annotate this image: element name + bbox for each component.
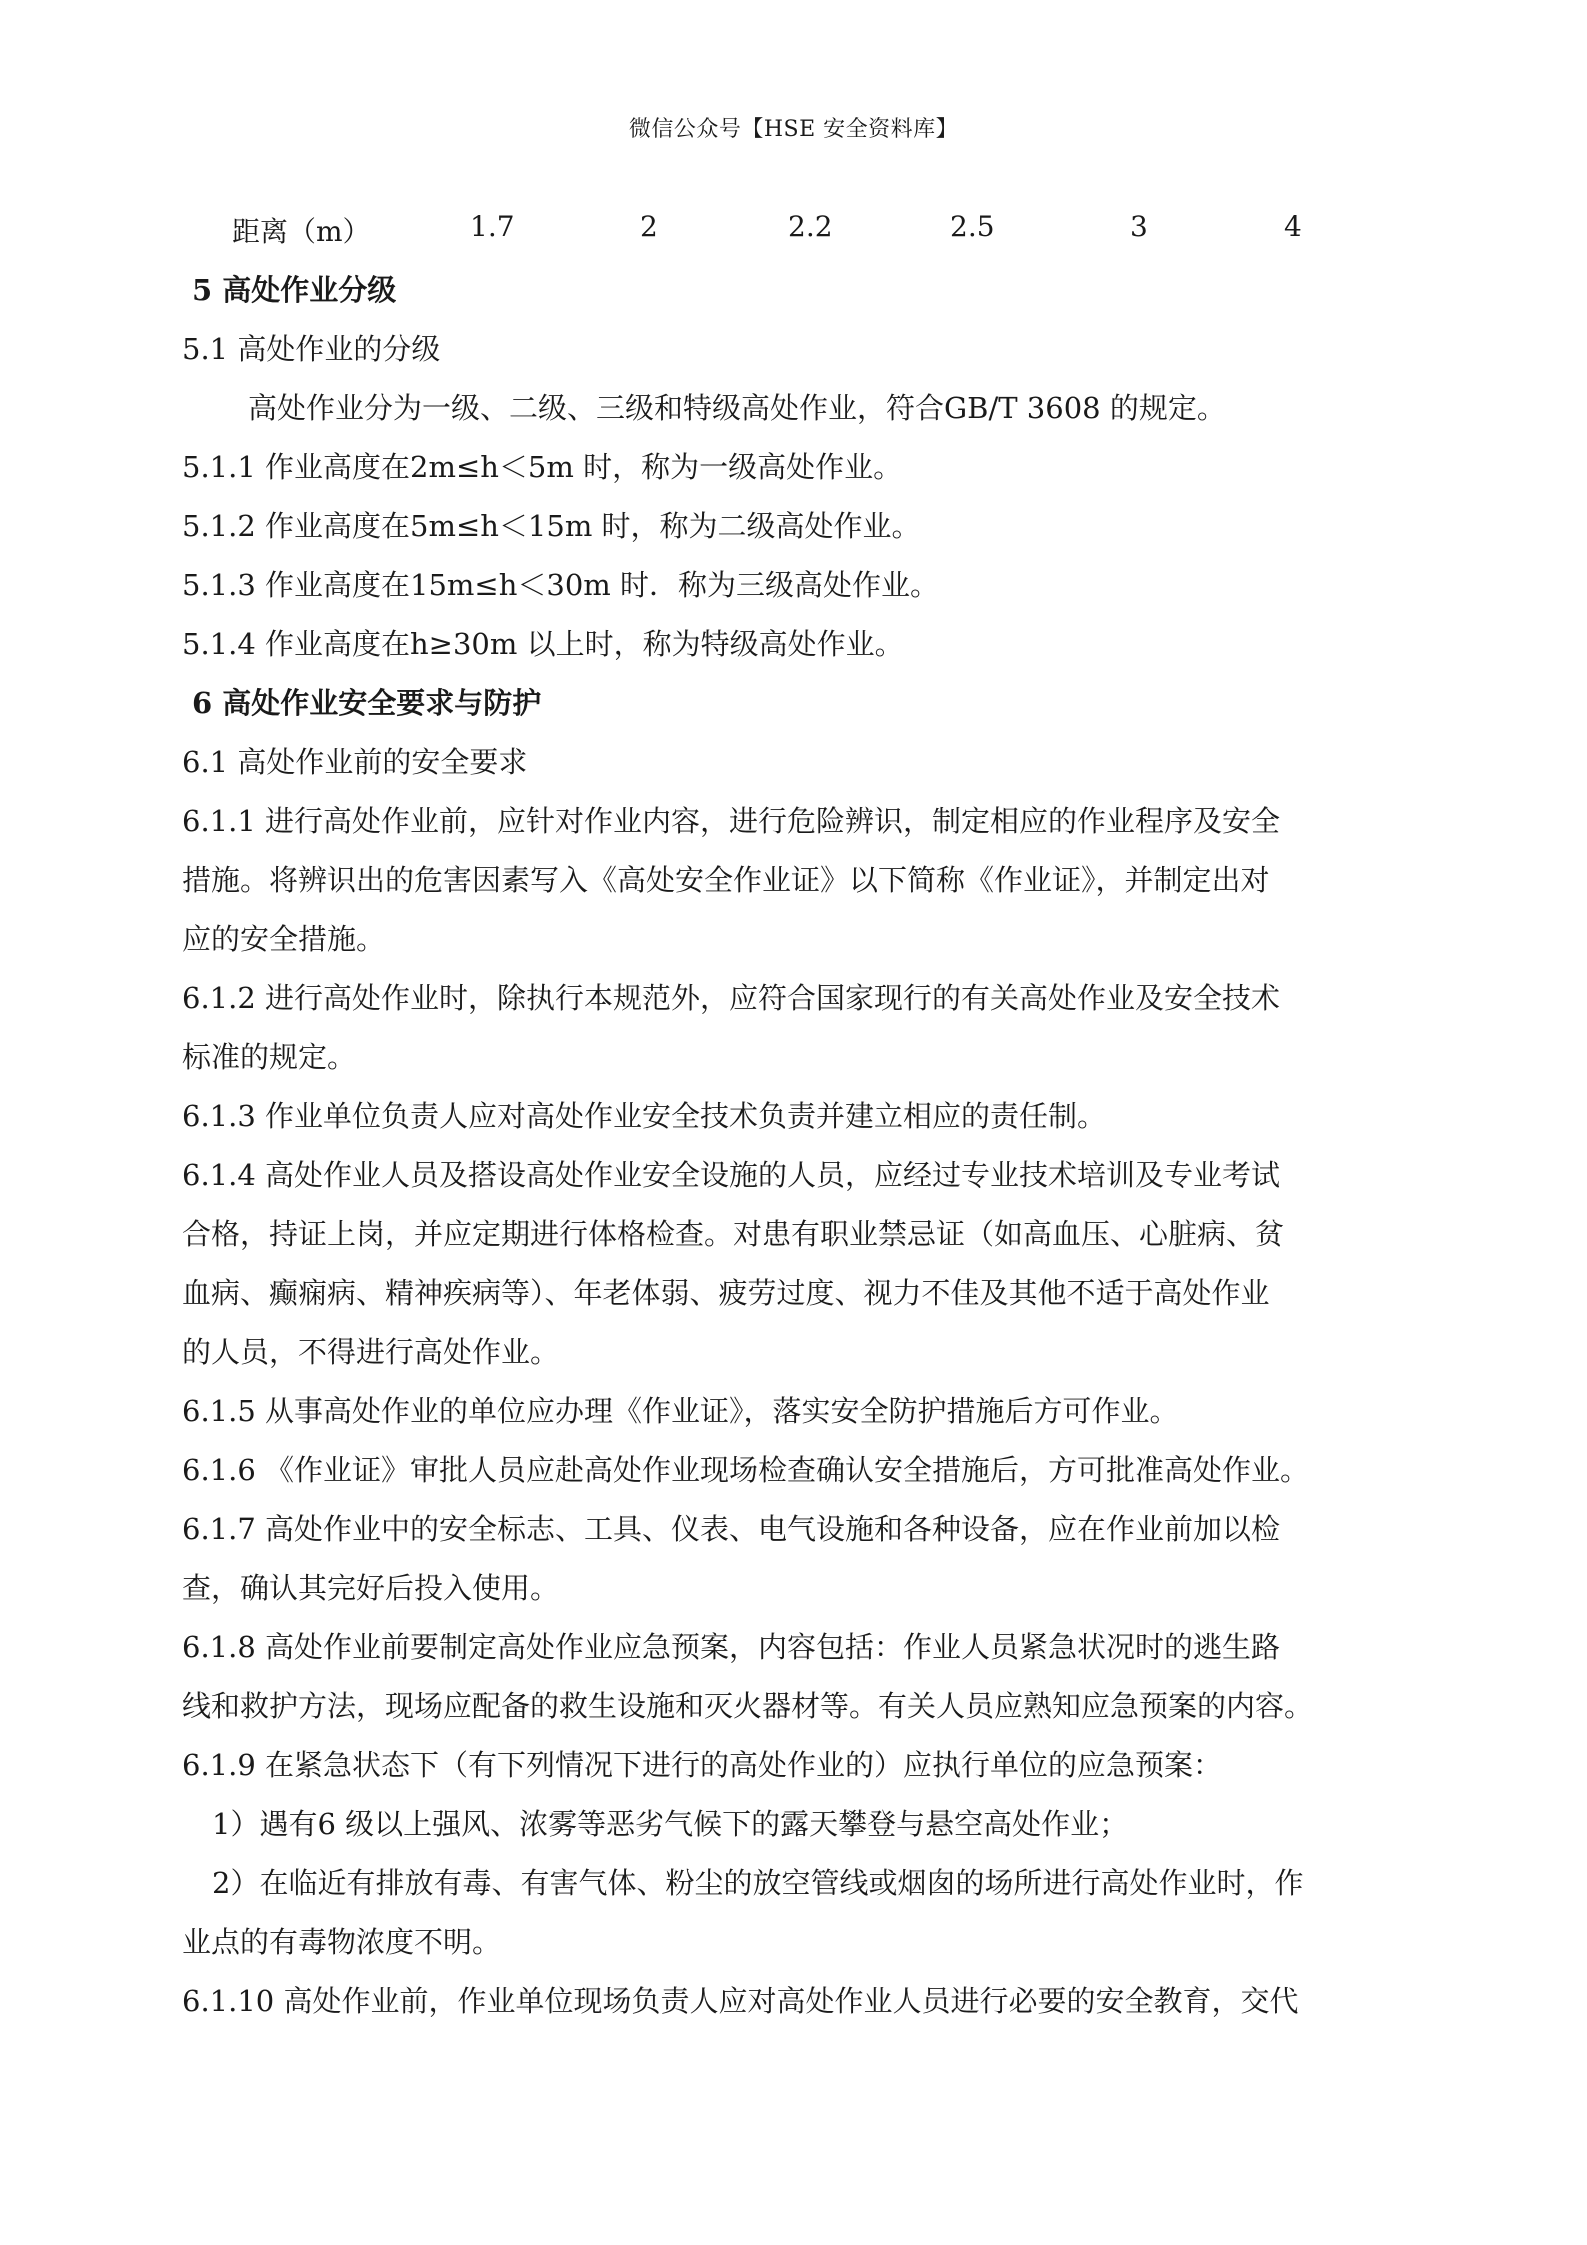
clause-line: 的人员，不得进行高处作业。 [182, 1335, 560, 1369]
subsection-heading: 6.1 高处作业前的安全要求 [182, 745, 528, 779]
clause-line: 6.1.5 从事高处作业的单位应办理《作业证》，落实安全防护措施后方可作业。 [182, 1394, 1179, 1428]
clause-line: 标准的规定。 [182, 1040, 357, 1074]
clause-line: 6.1.6 《作业证》审批人员应赴高处作业现场检查确认安全措施后，方可批准高处作业。 [182, 1453, 1310, 1487]
clause-line: 5.1.1 作业高度在2m≤h＜5m 时，称为一级高处作业。 [182, 450, 903, 484]
distance-value: 1.7 [470, 210, 515, 243]
clause-line: 5.1.3 作业高度在15m≤h＜30m 时．称为三级高处作业。 [182, 568, 940, 602]
clause-line: 6.1.7 高处作业中的安全标志、工具、仪表、电气设施和各种设备，应在作业前加以检 [182, 1512, 1281, 1546]
clause-line: 线和救护方法，现场应配备的救生设施和灭火器材等。有关人员应熟知应急预案的内容。 [182, 1689, 1314, 1723]
clause-line: 合格，持证上岗，并应定期进行体格检查。对患有职业禁忌证（如高血压、心脏病、贫 [182, 1217, 1285, 1251]
clause-line: 6.1.3 作业单位负责人应对高处作业安全技术负责并建立相应的责任制。 [182, 1099, 1107, 1133]
clause-line: 6.1.4 高处作业人员及搭设高处作业安全设施的人员，应经过专业技术培训及专业考试 [182, 1158, 1281, 1192]
clause-line: 5.1.2 作业高度在5m≤h＜15m 时，称为二级高处作业。 [182, 509, 921, 543]
list-item: 1）遇有6 级以上强风、浓雾等恶劣气候下的露天攀登与悬空高处作业； [212, 1807, 1129, 1841]
distance-value: 2.5 [950, 210, 995, 243]
list-item: 2）在临近有排放有毒、有害气体、粉尘的放空管线或烟囱的场所进行高处作业时，作 [212, 1866, 1304, 1900]
clause-line: 6.1.8 高处作业前要制定高处作业应急预案，内容包括：作业人员紧急状况时的逃生路 [182, 1630, 1281, 1664]
distance-value: 2.2 [788, 210, 833, 243]
page-header: 微信公众号【HSE 安全资料库】 [628, 117, 959, 142]
distance-value: 2 [640, 210, 658, 243]
distance-row [0, 210, 1587, 250]
distance-label: 距离（m） [232, 215, 371, 248]
clause-line: 6.1.9 在紧急状态下（有下列情况下进行的高处作业的）应执行单位的应急预案： [182, 1748, 1223, 1782]
list-item-continuation: 业点的有毒物浓度不明。 [182, 1925, 502, 1959]
clause-line: 应的安全措施。 [182, 922, 386, 956]
clause-line: 查，确认其完好后投入使用。 [182, 1571, 560, 1605]
clause-line: 6.1.1 进行高处作业前，应针对作业内容，进行危险辨识，制定相应的作业程序及安全 [182, 804, 1281, 838]
clause-line: 措施。将辨识出的危害因素写入《高处安全作业证》以下简称《作业证》，并制定出对 [182, 863, 1270, 897]
distance-value: 3 [1130, 210, 1148, 243]
clause-line: 6.1.2 进行高处作业时，除执行本规范外，应符合国家现行的有关高处作业及安全技术 [182, 981, 1281, 1015]
clause-line: 血病、癫痫病、精神疾病等）、年老体弱、疲劳过度、视力不佳及其他不适于高处作业 [182, 1276, 1270, 1310]
subsection-heading: 5.1 高处作业的分级 [182, 332, 441, 366]
distance-value: 4 [1284, 210, 1302, 243]
section-heading: 6 高处作业安全要求与防护 [192, 686, 542, 720]
section-heading: 5 高处作业分级 [192, 273, 397, 307]
clause-line: 5.1.4 作业高度在h≥30m 以上时，称为特级高处作业。 [182, 627, 904, 661]
paragraph-line: 高处作业分为一级、二级、三级和特级高处作业，符合GB/T 3608 的规定。 [248, 391, 1226, 425]
clause-line: 6.1.10 高处作业前，作业单位现场负责人应对高处作业人员进行必要的安全教育，交代 [182, 1984, 1299, 2018]
